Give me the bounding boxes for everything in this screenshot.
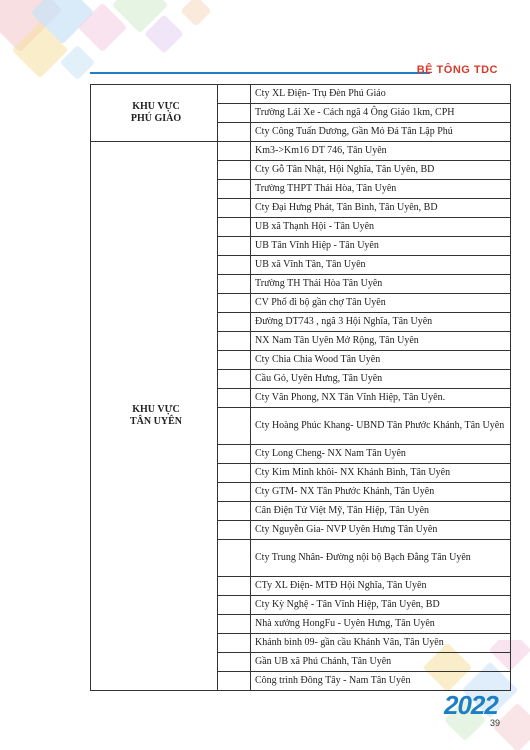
blank-cell bbox=[218, 521, 251, 540]
region-name-line1: KHU VỰC bbox=[132, 404, 180, 415]
blank-cell bbox=[218, 180, 251, 199]
location-cell: Nhà xưởng HongFu - Uyên Hưng, Tân Uyên bbox=[251, 615, 511, 634]
blank-cell bbox=[218, 351, 251, 370]
location-cell: Gần UB xã Phú Chánh, Tân Uyên bbox=[251, 653, 511, 672]
location-cell: Km3->Km16 DT 746, Tân Uyên bbox=[251, 142, 511, 161]
blank-cell bbox=[218, 653, 251, 672]
location-cell: Trường TH Thái Hòa Tân Uyên bbox=[251, 275, 511, 294]
location-cell: UB Tân Vĩnh Hiệp - Tân Uyên bbox=[251, 237, 511, 256]
location-cell: Cty Vân Phong, NX Tân Vĩnh Hiệp, Tân Uyên. bbox=[251, 389, 511, 408]
blank-cell bbox=[218, 408, 251, 445]
location-cell: Cty Trung Nhân- Đường nội bộ Bạch Đằng Tân Uyên bbox=[251, 540, 511, 577]
location-cell: Cầu Gỏ, Uyên Hưng, Tân Uyên bbox=[251, 370, 511, 389]
table-row bbox=[91, 85, 511, 104]
blank-cell bbox=[218, 445, 251, 464]
blank-cell bbox=[218, 502, 251, 521]
blank-cell bbox=[218, 483, 251, 502]
location-cell: Cty XL Điện- Trụ Đèn Phú Giáo bbox=[251, 85, 511, 104]
location-cell: Công trình Đông Tây - Nam Tân Uyên bbox=[251, 672, 511, 691]
blank-cell bbox=[218, 596, 251, 615]
blank-cell bbox=[218, 294, 251, 313]
blank-cell bbox=[218, 634, 251, 653]
location-cell: Cty GTM- NX Tân Phước Khánh, Tân Uyên bbox=[251, 483, 511, 502]
location-cell: Cty Kỳ Nghệ - Tân Vĩnh Hiệp, Tân Uyên, BD bbox=[251, 596, 511, 615]
blank-cell bbox=[218, 104, 251, 123]
blank-cell bbox=[218, 85, 251, 104]
location-cell: Cân Điện Tử Việt Mỹ, Tân Hiệp, Tân Uyên bbox=[251, 502, 511, 521]
blank-cell bbox=[218, 389, 251, 408]
blank-cell bbox=[218, 577, 251, 596]
location-cell: Trường Lái Xe - Cách ngã 4 Ông Giáo 1km, CPH bbox=[251, 104, 511, 123]
blank-cell bbox=[218, 218, 251, 237]
blank-cell bbox=[218, 540, 251, 577]
location-cell: Cty Công Tuấn Dương, Gần Mỏ Đá Tân Lập Phú bbox=[251, 123, 511, 142]
region-name-line1: KHU VỰC bbox=[132, 101, 180, 112]
blank-cell bbox=[218, 313, 251, 332]
blank-cell bbox=[218, 256, 251, 275]
blank-cell bbox=[218, 464, 251, 483]
brand-label: BÊ TÔNG TDC bbox=[416, 64, 498, 76]
project-location-table bbox=[90, 84, 511, 691]
region-name-line2: PHÚ GIÁO bbox=[130, 113, 182, 124]
location-cell: Cty Đại Hưng Phát, Tân Bình, Tân Uyên, BD bbox=[251, 199, 511, 218]
blank-cell bbox=[218, 275, 251, 294]
location-cell: UB xã Vĩnh Tân, Tân Uyên bbox=[251, 256, 511, 275]
location-cell: Đường DT743 , ngã 3 Hội Nghĩa, Tân Uyên bbox=[251, 313, 511, 332]
blank-cell bbox=[218, 237, 251, 256]
location-cell: Cty Chia Chia Wood Tân Uyên bbox=[251, 351, 511, 370]
region-name bbox=[91, 85, 218, 142]
year-logo: 2022 bbox=[444, 690, 498, 720]
blank-cell bbox=[218, 370, 251, 389]
location-cell: CTy XL Điện- MTĐ Hội Nghĩa, Tân Uyên bbox=[251, 577, 511, 596]
blank-cell bbox=[218, 332, 251, 351]
location-cell: Cty Kim Minh khôi- NX Khánh Bình, Tân Uyên bbox=[251, 464, 511, 483]
location-cell: Cty Long Cheng- NX Nam Tân Uyên bbox=[251, 445, 511, 464]
page-number: 39 bbox=[490, 718, 501, 728]
location-cell: Khánh bình 09- gần cầu Khánh Vân, Tân Uyên bbox=[251, 634, 511, 653]
blank-cell bbox=[218, 123, 251, 142]
blank-cell bbox=[218, 199, 251, 218]
blank-cell bbox=[218, 142, 251, 161]
location-cell: NX Nam Tân Uyên Mở Rộng, Tân Uyên bbox=[251, 332, 511, 351]
location-cell: Cty Nguyễn Gia- NVP Uyên Hưng Tân Uyên bbox=[251, 521, 511, 540]
location-cell: CV Phố đi bộ gần chợ Tân Uyên bbox=[251, 294, 511, 313]
location-cell: Cty Hoàng Phúc Khang- UBND Tân Phước Khánh, Tân Uyên bbox=[251, 408, 511, 445]
location-cell: Trường THPT Thái Hòa, Tân Uyên bbox=[251, 180, 511, 199]
table-row bbox=[91, 142, 511, 161]
location-cell: UB xã Thạnh Hội - Tân Uyên bbox=[251, 218, 511, 237]
decorative-pattern-top-left bbox=[0, 0, 230, 90]
header-rule bbox=[90, 72, 430, 74]
region-name bbox=[91, 142, 218, 691]
location-cell: Cty Gỗ Tân Nhật, Hội Nghĩa, Tân Uyên, BD bbox=[251, 161, 511, 180]
blank-cell bbox=[218, 615, 251, 634]
blank-cell bbox=[218, 161, 251, 180]
blank-cell bbox=[218, 672, 251, 691]
region-name-line2: TÂN UYÊN bbox=[130, 416, 182, 427]
